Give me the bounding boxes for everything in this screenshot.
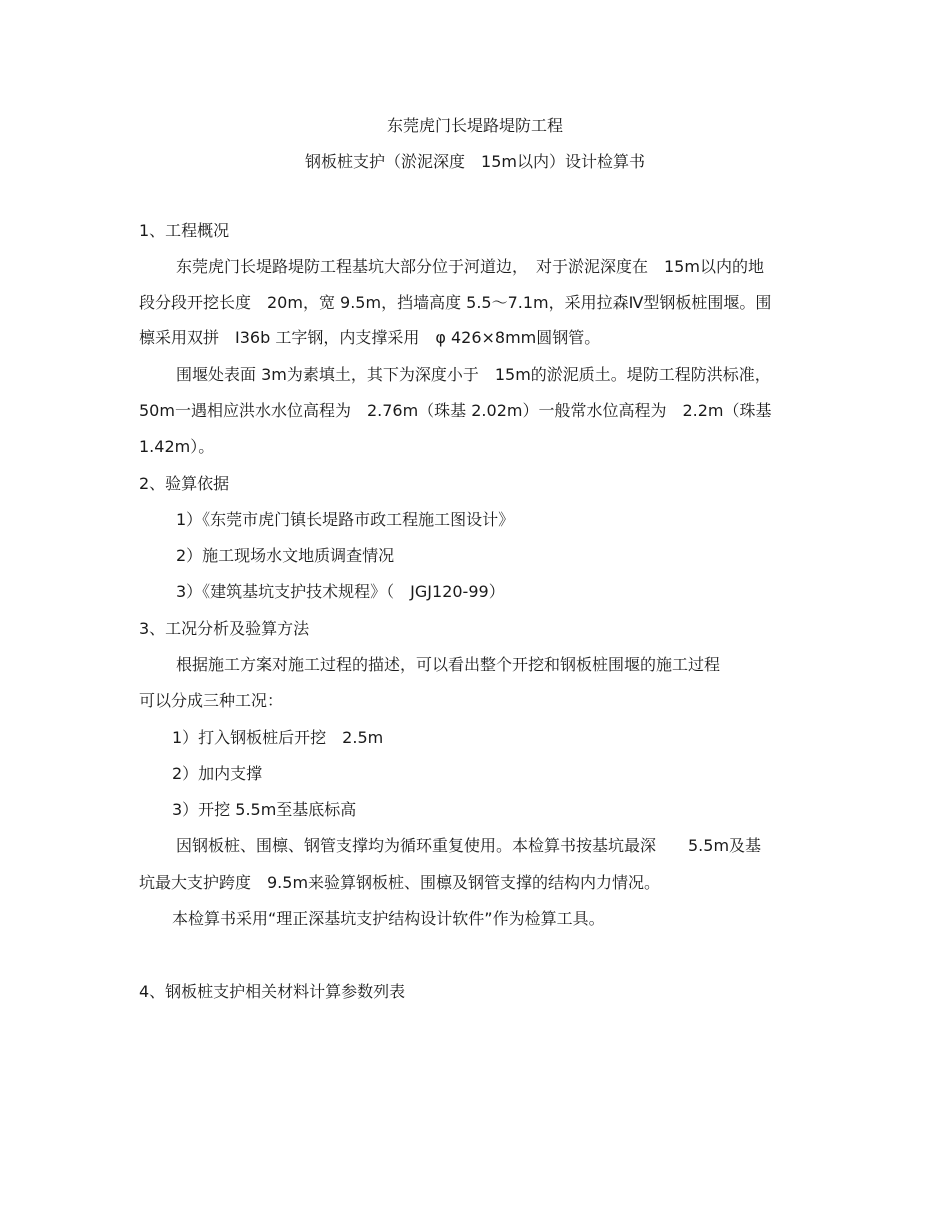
section-3-paragraph-1-line-1: 根据施工方案对施工过程的描述，可以看出整个开挖和钢板桩围堰的施工过程	[176, 655, 721, 674]
section-1-paragraph-2-line-1: 围堰处表面 3m为素填土，其下为深度小于 15m的淤泥质土。堤防工程防洪标准，	[176, 365, 771, 384]
section-3-paragraph-2-line-2: 坑最大支护跨度 9.5m来验算钢板桩、围檩及钢管支撑的结构内力情况。	[139, 873, 661, 892]
section-1-paragraph-1-line-2: 段分段开挖长度 20m，宽 9.5m，挡墙高度 5.5～7.1m，采用拉森Ⅳ型钢板桩围堰。围	[139, 293, 772, 312]
document-subtitle: 钢板桩支护（淤泥深度 15m以内）设计检算书	[305, 152, 645, 171]
section-1-paragraph-1-line-3: 檩采用双拼 I36b 工字钢，内支撑采用 φ 426×8mm圆钢管。	[139, 328, 601, 347]
section-3-paragraph-2-line-1: 因钢板桩、围檩、钢管支撑均为循环重复使用。本检算书按基坑最深 5.5m及基	[176, 836, 762, 855]
section-3-item-1: 1）打入钢板桩后开挖 2.5m	[172, 728, 384, 747]
section-1-paragraph-1-line-1: 东莞虎门长堤路堤防工程基坑大部分位于河道边， 对于淤泥深度在 15m以内的地	[176, 257, 764, 276]
section-1-heading: 1、工程概况	[139, 221, 230, 240]
section-2-heading: 2、验算依据	[139, 474, 230, 493]
section-2-item-2: 2）施工现场水文地质调查情况	[176, 546, 395, 565]
section-2-item-1: 1）《东莞市虎门镇长堤路市政工程施工图设计》	[176, 510, 515, 529]
section-2-item-3: 3）《建筑基坑支护技术规程》（ JGJ120-99）	[176, 582, 505, 601]
section-3-item-2: 2）加内支撑	[172, 764, 263, 783]
document-title: 东莞虎门长堤路堤防工程	[386, 116, 563, 135]
section-3-paragraph-3: 本检算书采用“理正深基坑支护结构设计软件”作为检算工具。	[172, 909, 605, 928]
section-1-paragraph-2-line-3: 1.42m）。	[139, 437, 215, 456]
section-3-item-3: 3）开挖 5.5m至基底标高	[172, 800, 357, 819]
section-3-heading: 3、工况分析及验算方法	[139, 619, 310, 638]
section-3-paragraph-1-line-2: 可以分成三种工况：	[139, 691, 284, 710]
section-1-paragraph-2-line-2: 50m一遇相应洪水水位高程为 2.76m（珠基 2.02m）一般常水位高程为 2.2m（珠基	[139, 401, 772, 420]
section-4-heading: 4、钢板桩支护相关材料计算参数列表	[139, 982, 406, 1001]
